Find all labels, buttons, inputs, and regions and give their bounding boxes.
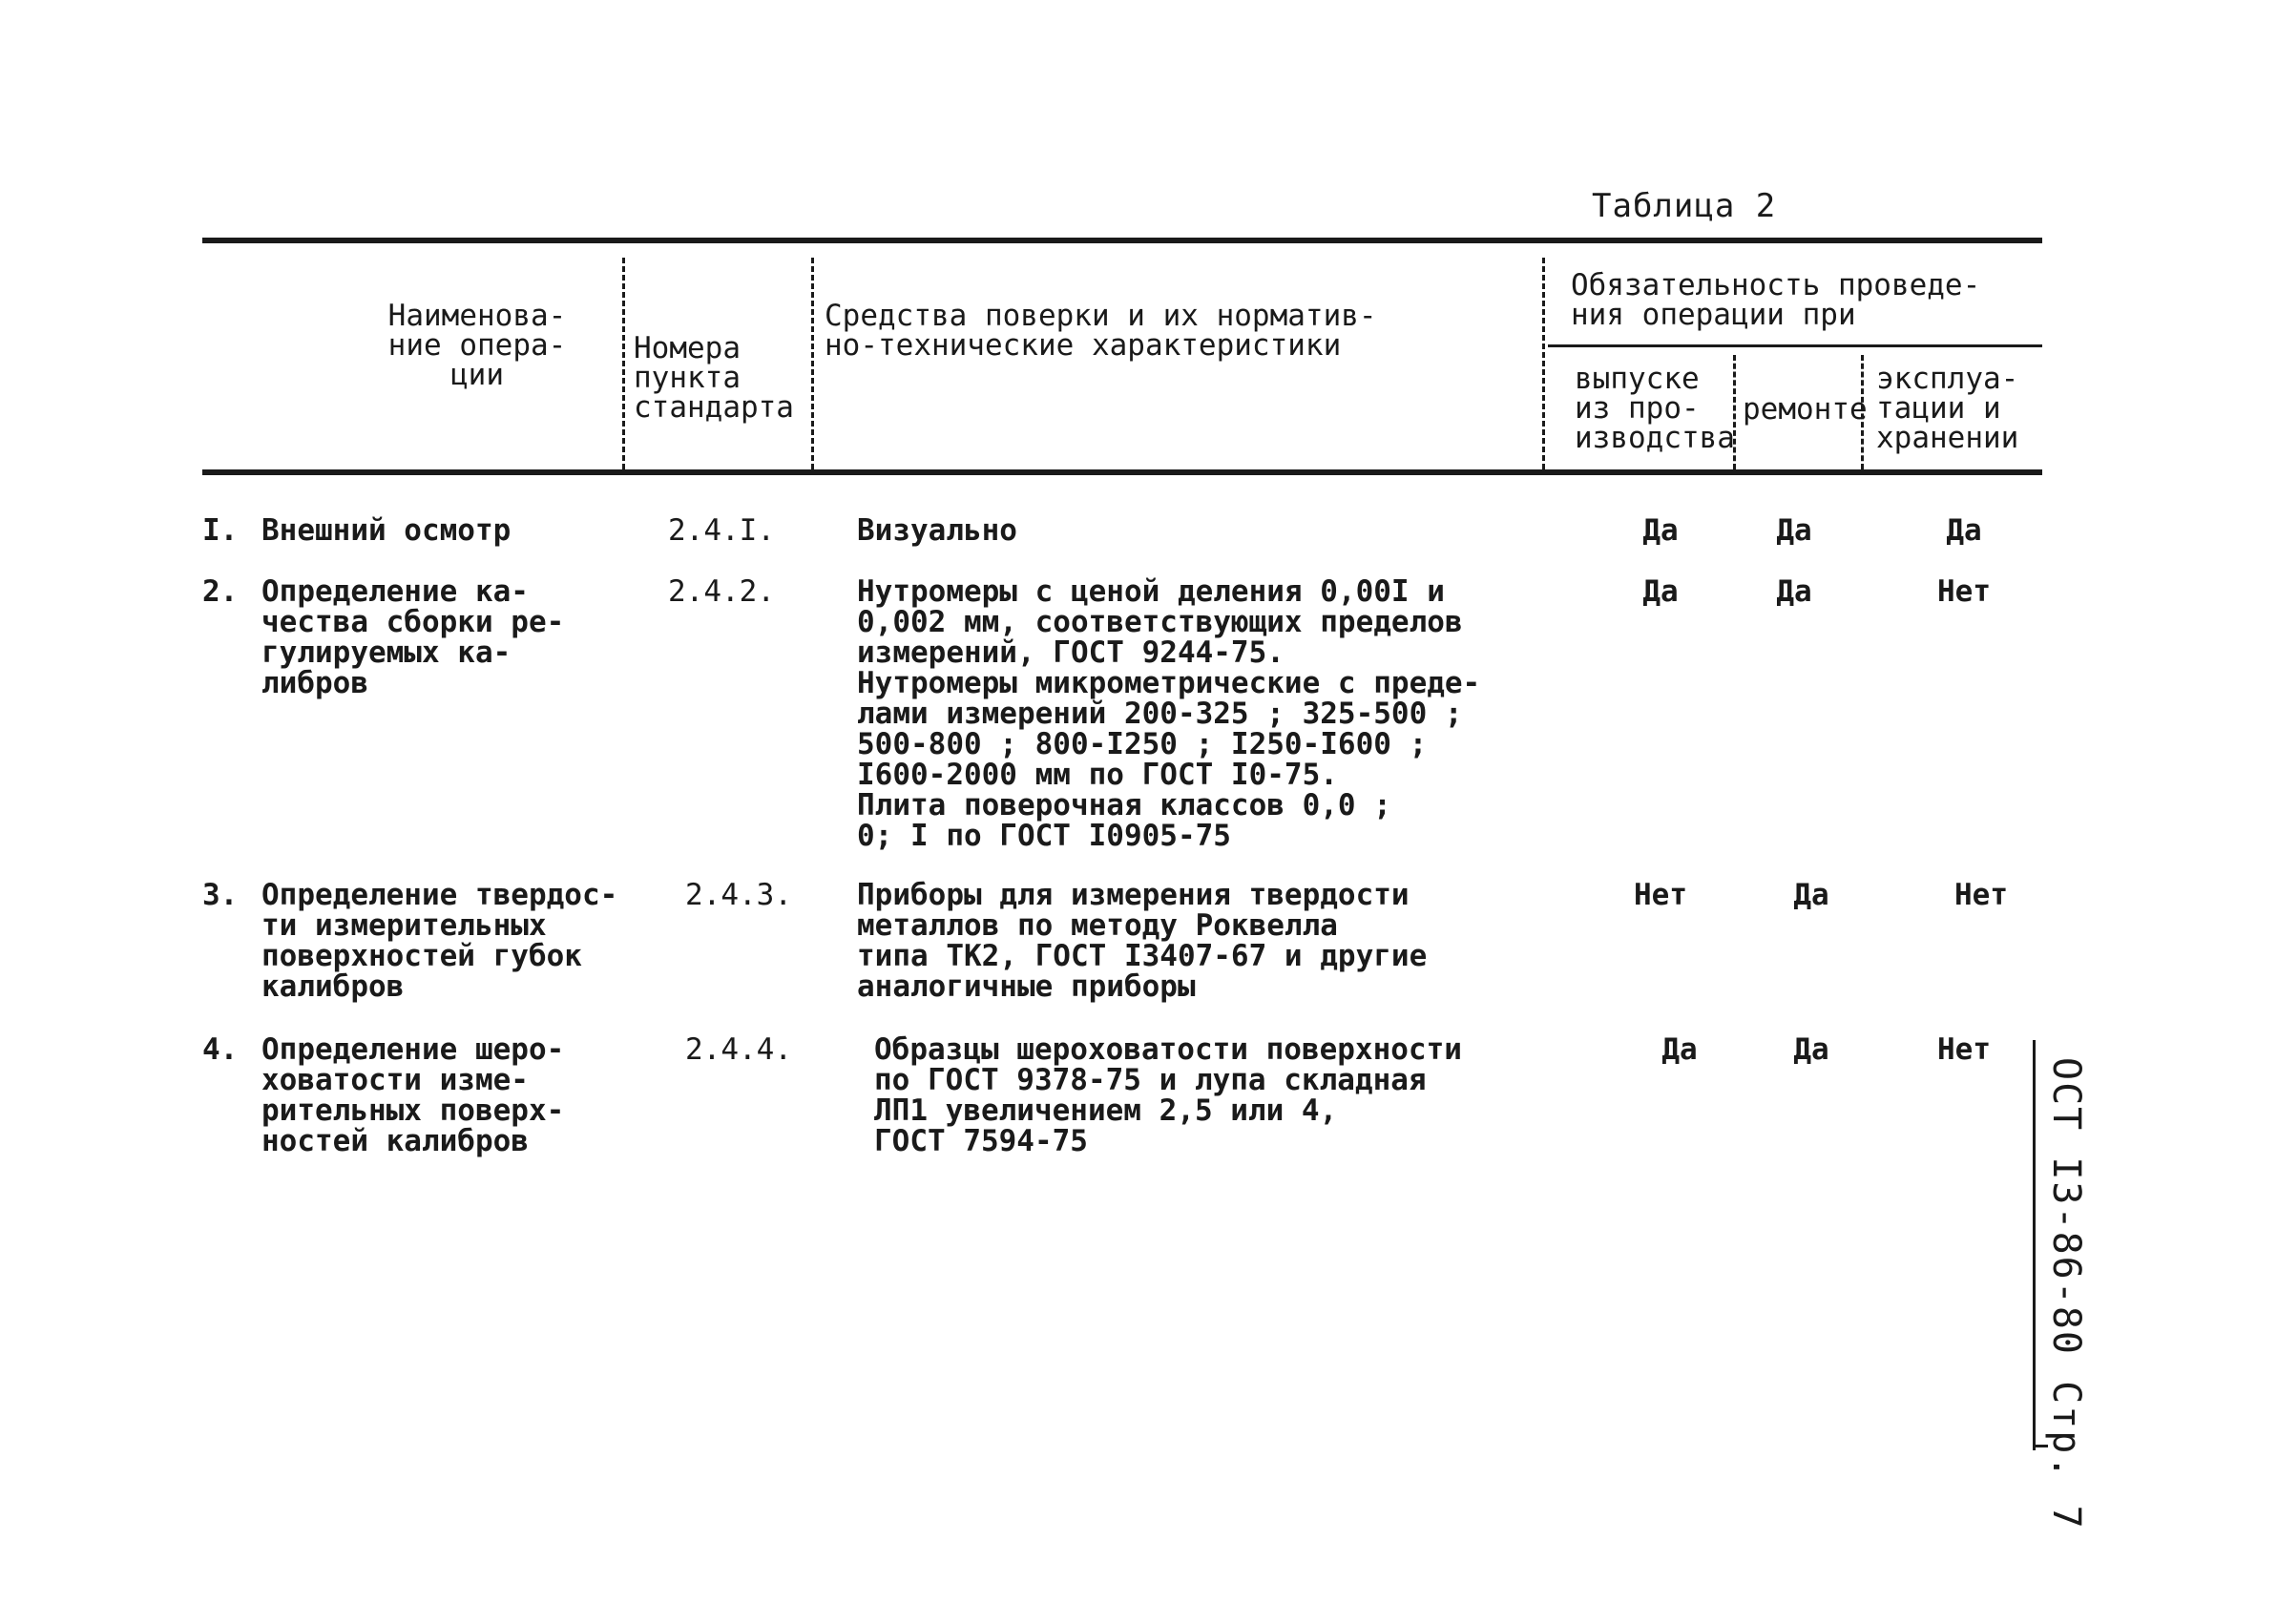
row-4-standard-point: 2.4.4. [685, 1032, 792, 1067]
row-2-exploitation-value: Нет [1937, 574, 1991, 609]
row-4-exploitation-value: Нет [1937, 1032, 1991, 1067]
row-2-verification-means: Нутромеры с ценой деления 0,00I и 0,002 мм, соответствующих пределов измерений, ГОСТ 9244-75. Нутромеры микрометрические с преде- лами измерений 200-325 ; 325-500 ; 500-800 ; 800-I250 ; I250-I600 ; I600-2000 мм по ГОСТ I0-75. Плита поверочная классов 0,0 ; 0; I по ГОСТ I0905-75 [857, 574, 1481, 853]
row-4-verification-means: Образцы шероховатости поверхности по ГОСТ 9378-75 и лупа складная ЛП1 увеличением 2,5 или 4, ГОСТ 7594-75 [874, 1032, 1462, 1158]
row-3-repair-value: Да [1793, 878, 1829, 912]
row-2-standard-point: 2.4.2. [668, 574, 775, 609]
column-separator-2 [811, 258, 814, 469]
row-2-operation-name: Определение ка- чества сборки ре- гулируемых ка- либров [261, 574, 565, 700]
row-3-verification-means: Приборы для измерения твердости металлов по методу Роквелла типа ТК2, ГОСТ I3407-67 и другие аналогичные приборы [857, 878, 1428, 1004]
column-separator-1 [622, 258, 625, 469]
row-3-standard-point: 2.4.3. [685, 878, 792, 912]
header-repair: ремонте [1743, 392, 1868, 427]
table-caption: Таблица 2 [1592, 187, 1777, 225]
row-4-operation-name: Определение шеро- ховатости изме- рительных поверх- ностей калибров [261, 1032, 565, 1158]
row-3-release-value: Нет [1634, 878, 1687, 912]
table-top-rule [202, 238, 2042, 243]
row-1-repair-value: Да [1776, 513, 1812, 548]
row-1-release-value: Да [1642, 513, 1679, 548]
row-3-exploitation-value: Нет [1954, 878, 2008, 912]
header-mandatory: Обязательность проведе- ния операции при [1571, 268, 1981, 332]
column-separator-3 [1542, 258, 1545, 469]
header-bottom-rule [202, 469, 2042, 475]
row-4-repair-value: Да [1793, 1032, 1829, 1067]
row-1-operation-name: Внешний осмотр [261, 513, 512, 548]
header-standard-point: Номера пункта стандарта [634, 331, 794, 425]
row-2-release-value: Да [1642, 574, 1679, 609]
row-2-repair-value: Да [1776, 574, 1812, 609]
row-1-number: I. [202, 513, 239, 548]
row-1-exploitation-value: Да [1946, 513, 1982, 548]
header-operation-name: Наименова- ние опера- ции [387, 299, 567, 392]
header-verification-means: Средства поверки и их норматив- но-технические характеристики [825, 299, 1377, 363]
header-release: выпуске из про- изводства [1575, 362, 1735, 455]
mandatory-subheader-rule [1548, 344, 2042, 347]
row-3-operation-name: Определение твердос- ти измерительных поверхностей губок калибров [261, 878, 618, 1004]
row-1-verification-means: Визуально [857, 513, 1017, 548]
header-exploitation: эксплуа- тации и хранении [1876, 362, 2019, 455]
side-page-label: ОСТ I3-86-80 Стр. 7 [2044, 1057, 2088, 1530]
row-4-number: 4. [202, 1032, 239, 1067]
row-3-number: 3. [202, 878, 239, 912]
row-1-standard-point: 2.4.I. [668, 513, 775, 548]
row-4-release-value: Да [1661, 1032, 1698, 1067]
row-2-number: 2. [202, 574, 239, 609]
